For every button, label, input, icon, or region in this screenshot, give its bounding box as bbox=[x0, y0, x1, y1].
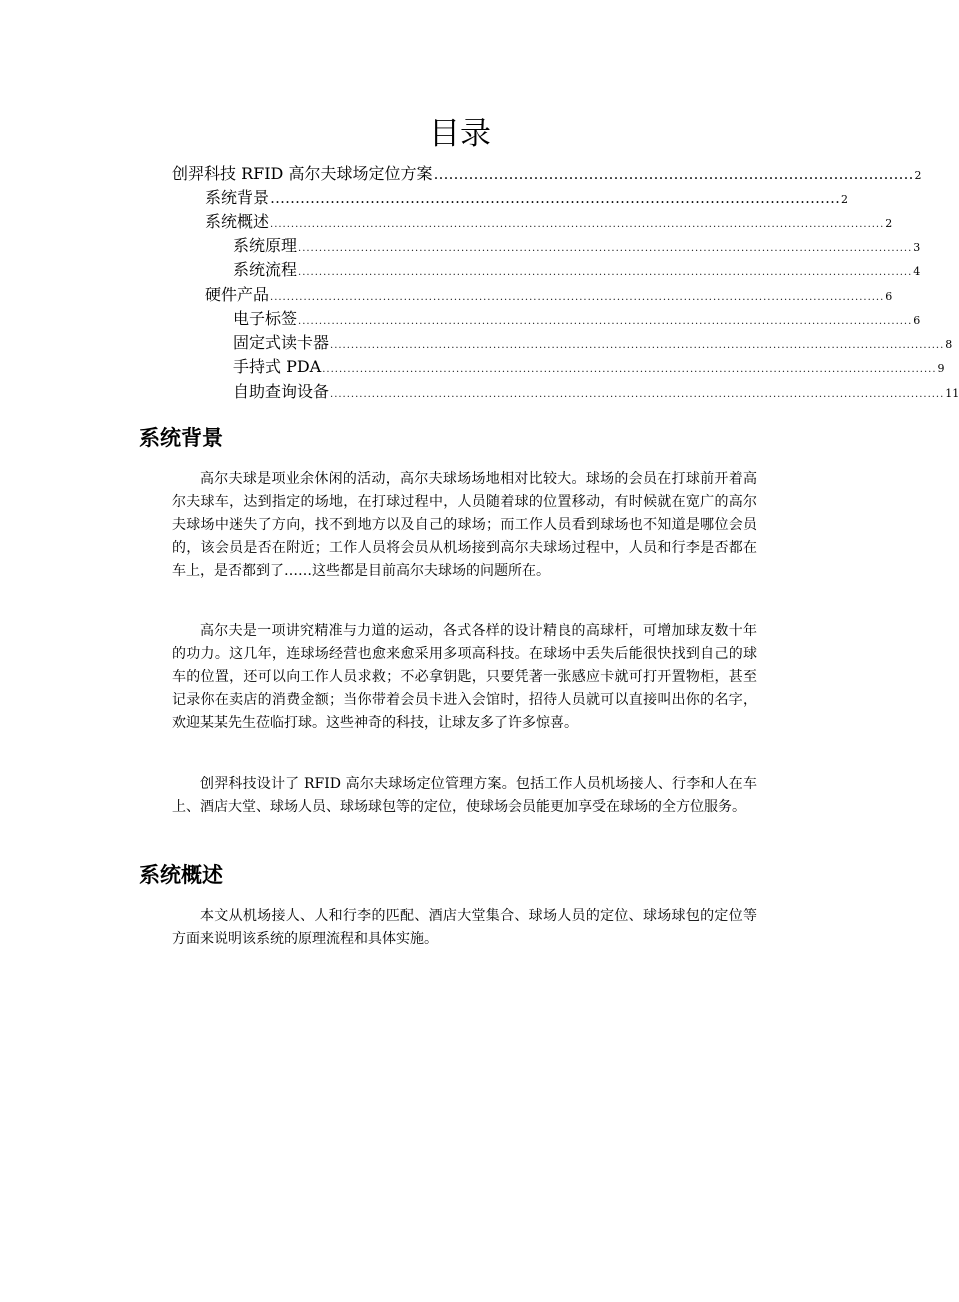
toc-entry-text: 系统背景 bbox=[205, 188, 270, 207]
toc-entry[interactable] bbox=[233, 355, 945, 379]
toc-leader-dots: ................................................................................................................................................... bbox=[330, 340, 945, 351]
toc-entry-page: 3 bbox=[913, 241, 921, 254]
toc-entry[interactable] bbox=[205, 210, 893, 234]
section-heading-overview: 系统概述 bbox=[139, 863, 223, 887]
toc-entry[interactable] bbox=[233, 380, 959, 404]
toc-leader-dots: ................................................................................................................................................... bbox=[298, 316, 913, 327]
toc-entry-text: 系统原理 bbox=[233, 236, 298, 255]
toc-entry-text: 电子标签 bbox=[233, 309, 298, 328]
toc-entry-text: 硬件产品 bbox=[205, 285, 270, 304]
toc-entry[interactable] bbox=[233, 234, 921, 258]
toc-entry-page: 6 bbox=[913, 314, 921, 327]
toc-entry-page: 2 bbox=[885, 217, 893, 230]
toc-leader-dots: ................................................................................................................................................... bbox=[298, 267, 913, 278]
toc-entry[interactable] bbox=[205, 186, 849, 210]
toc-entry-text: 系统流程 bbox=[233, 260, 298, 279]
toc-leader-dots: ................................................................................................................................................... bbox=[270, 292, 885, 303]
toc-entry[interactable] bbox=[233, 331, 953, 355]
paragraph: 高尔夫是一项讲究精准与力道的运动，各式各样的设计精良的高球杆，可增加球友数十年的功力。这几年，连球场经营也愈来愈采用多项高科技。在球场中丢失后能很快找到自己的球车的位置，还可以向工作人员求救；不必拿钥匙，只要凭著一张感应卡就可打开置物柜，甚至记录你在卖店的消费金额；当你带着会员卡进入会馆时，招待人员就可以直接叫出你的名字，欢迎某某先生莅临打球。这些神奇的科技，让球友多了许多惊喜。 bbox=[172, 623, 757, 731]
toc-entry-page: 4 bbox=[913, 265, 921, 278]
toc-entry[interactable] bbox=[233, 258, 921, 282]
toc-entry[interactable] bbox=[172, 162, 922, 186]
toc-leader-dots: ................................................................................................................................................... bbox=[270, 219, 885, 230]
section-heading-background: 系统背景 bbox=[139, 426, 223, 450]
toc-entry-page: 6 bbox=[885, 290, 893, 303]
toc-entry-page: 2 bbox=[914, 169, 922, 182]
toc-leader-dots: ................................................................................................................................................... bbox=[298, 243, 913, 254]
toc-leader-dots: ................................................................................................................................................... bbox=[330, 389, 945, 400]
toc-entry-text: 手持式 PDA bbox=[233, 357, 322, 376]
paragraph: 创羿科技设计了 RFID 高尔夫球场定位管理方案。包括工作人员机场接人、行李和人在车上、酒店大堂、球场人员、球场球包等的定位，使球场会员能更加享受在球场的全方位服务。 bbox=[172, 776, 757, 815]
toc-entry-page: 11 bbox=[945, 387, 959, 400]
toc-leader-dots: …………………………………………………………………………………………………… bbox=[270, 189, 841, 207]
paragraph: 高尔夫球是项业余休闲的活动，高尔夫球场场地相对比较大。球场的会员在打球前开着高尔夫球车，达到指定的场地，在打球过程中，人员随着球的位置移动，有时候就在宽广的高尔夫球场中迷失了方向，找不到地方以及自己的球场；而工作人员看到球场也不知道是哪位会员的，该会员是否在附近；工作人员将会员从机场接到高尔夫球场过程中，人员和行李是否都在车上，是否都到了……这些都是目前高尔夫球场的问题所在。 bbox=[172, 471, 757, 579]
toc-leader-dots: …………………………………………………………………………………… bbox=[433, 165, 914, 183]
toc-entry-page: 2 bbox=[841, 193, 849, 206]
toc-entry-text: 创羿科技 RFID 高尔夫球场定位方案 bbox=[172, 164, 433, 183]
toc-entry-page: 8 bbox=[945, 338, 953, 351]
paragraph: 本文从机场接人、人和行李的匹配、酒店大堂集合、球场人员的定位、球场球包的定位等方面来说明该系统的原理流程和具体实施。 bbox=[172, 908, 757, 947]
toc-title: 目录 bbox=[429, 116, 491, 152]
toc-entry[interactable] bbox=[233, 307, 921, 331]
toc-entry-text: 系统概述 bbox=[205, 212, 270, 231]
toc-entry[interactable] bbox=[205, 283, 893, 307]
toc-entry-text: 固定式读卡器 bbox=[233, 333, 330, 352]
toc-entry-page: 9 bbox=[937, 362, 945, 375]
toc-entry-text: 自助查询设备 bbox=[233, 382, 330, 401]
toc-leader-dots: ................................................................................................................................................... bbox=[322, 364, 937, 375]
